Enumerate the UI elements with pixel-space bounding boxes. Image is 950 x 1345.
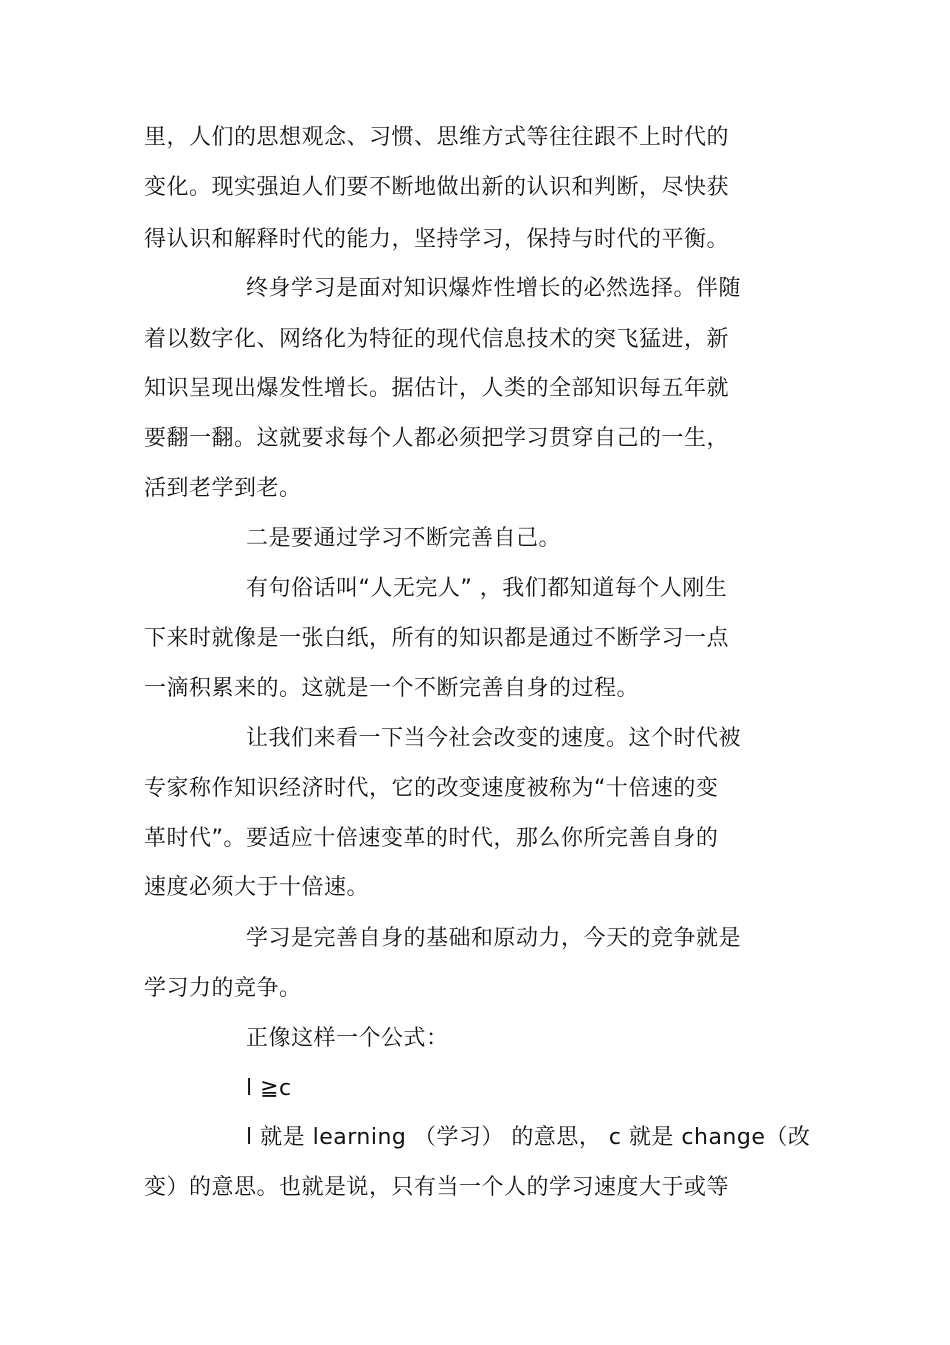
paragraph-start-line: 学习是完善自身的基础和原动力，今天的竞争就是 (246, 926, 742, 951)
text-line: 专家称作知识经济时代，它的改变速度被称为“十倍速的变 (144, 776, 719, 801)
paragraph-start-line: 让我们来看一下当今社会改变的速度。这个时代被 (246, 726, 742, 751)
text-line: 变化。现实强迫人们要不断地做出新的认识和判断，尽快获 (144, 175, 730, 200)
text-line: 得认识和解释时代的能力，坚持学习，保持与时代的平衡。 (144, 227, 730, 252)
text-line: 着以数字化、网络化为特征的现代信息技术的突飞猛进，新 (144, 327, 730, 352)
text-line: 要翻一翻。这就要求每个人都必须把学习贯穿自己的一生， (144, 426, 730, 451)
formula-line: l ≧c (246, 1076, 292, 1101)
text-line: 变）的意思。也就是说，只有当一个人的学习速度大于或等 (144, 1175, 730, 1200)
text-line: 革时代”。要适应十倍速变革的时代，那么你所完善自身的 (144, 826, 719, 851)
text-line: 下来时就像是一张白纸，所有的知识都是通过不断学习一点 (144, 626, 730, 651)
paragraph-start-line: l 就是 learning （学习） 的意思， c 就是 change（改 (246, 1125, 811, 1150)
paragraph-start-line: 正像这样一个公式： (246, 1026, 449, 1051)
text-line: 里，人们的思想观念、习惯、思维方式等往往跟不上时代的 (144, 125, 730, 150)
text-line: 活到老学到老。 (144, 476, 302, 501)
text-line: 学习力的竞争。 (144, 976, 302, 1001)
paragraph-start-line: 终身学习是面对知识爆炸性增长的必然选择。伴随 (246, 276, 742, 301)
paragraph-start-line: 有句俗话叫“人无完人” ，我们都知道每个人刚生 (246, 576, 728, 601)
section-heading-line: 二是要通过学习不断完善自己。 (246, 526, 562, 551)
text-line: 知识呈现出爆发性增长。据估计，人类的全部知识每五年就 (144, 376, 730, 401)
text-line: 一滴积累来的。这就是一个不断完善自身的过程。 (144, 676, 640, 701)
text-line: 速度必须大于十倍速。 (144, 875, 370, 900)
